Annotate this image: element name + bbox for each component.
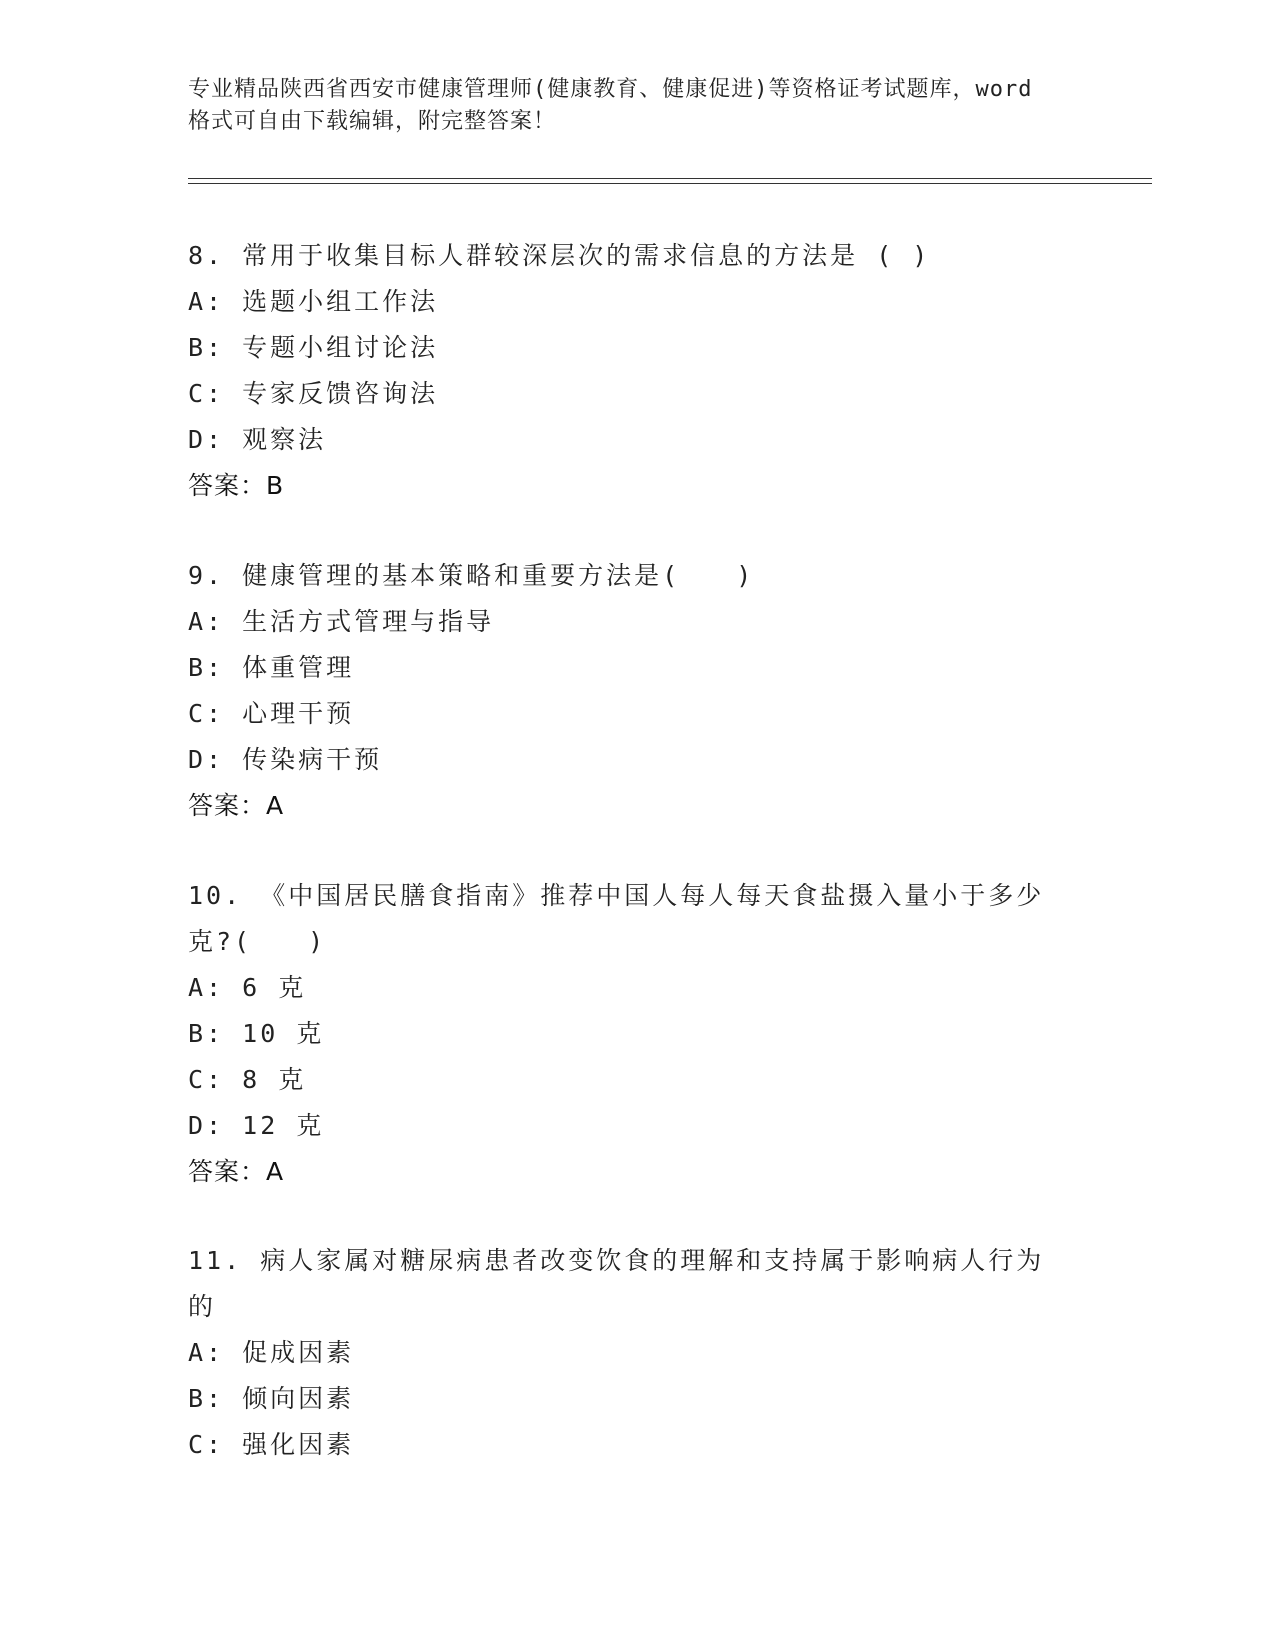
question-10 xyxy=(188,873,1088,1195)
question-stem-line-1: 11. 病人家属对糖尿病患者改变饮食的理解和支持属于影响病人行为 xyxy=(188,1246,1045,1275)
document-header xyxy=(188,74,1088,138)
question-stem: 8. 常用于收集目标人群较深层次的需求信息的方法是 ( ) xyxy=(188,241,931,270)
option-a: A: 6 克 xyxy=(188,973,307,1002)
option-a: A: 生活方式管理与指导 xyxy=(188,607,495,636)
answer: 答案：A xyxy=(188,1157,285,1186)
option-c: C: 心理干预 xyxy=(188,699,355,728)
answer: 答案：B xyxy=(188,471,285,500)
question-stem-line-1: 10. 《中国居民膳食指南》推荐中国人每人每天食盐摄入量小于多少 xyxy=(188,881,1045,910)
question-stem-line-2: 克?( ) xyxy=(188,927,327,956)
option-b: B: 体重管理 xyxy=(188,653,355,682)
question-stem-line-2: 的 xyxy=(188,1292,217,1321)
option-a: A: 促成因素 xyxy=(188,1338,355,1367)
option-b: B: 专题小组讨论法 xyxy=(188,333,439,362)
question-9 xyxy=(188,553,1088,829)
header-line-1: 专业精品陕西省西安市健康管理师(健康教育、健康促进)等资格证考试题库，word xyxy=(188,77,1033,102)
option-d: D: 传染病干预 xyxy=(188,745,383,774)
option-c: C: 强化因素 xyxy=(188,1430,355,1459)
question-stem: 9. 健康管理的基本策略和重要方法是( ) xyxy=(188,561,755,590)
option-d: D: 观察法 xyxy=(188,425,327,454)
option-a: A: 选题小组工作法 xyxy=(188,287,439,316)
question-11 xyxy=(188,1238,1088,1468)
option-b: B: 倾向因素 xyxy=(188,1384,355,1413)
header-line-2: 格式可自由下载编辑，附完整答案！ xyxy=(188,109,557,134)
answer: 答案：A xyxy=(188,791,285,820)
option-b: B: 10 克 xyxy=(188,1019,325,1048)
option-c: C: 8 克 xyxy=(188,1065,307,1094)
option-d: D: 12 克 xyxy=(188,1111,325,1140)
question-8 xyxy=(188,233,1088,509)
option-c: C: 专家反馈咨询法 xyxy=(188,379,439,408)
header-divider-bottom xyxy=(188,183,1152,184)
header-divider-top xyxy=(188,178,1152,179)
